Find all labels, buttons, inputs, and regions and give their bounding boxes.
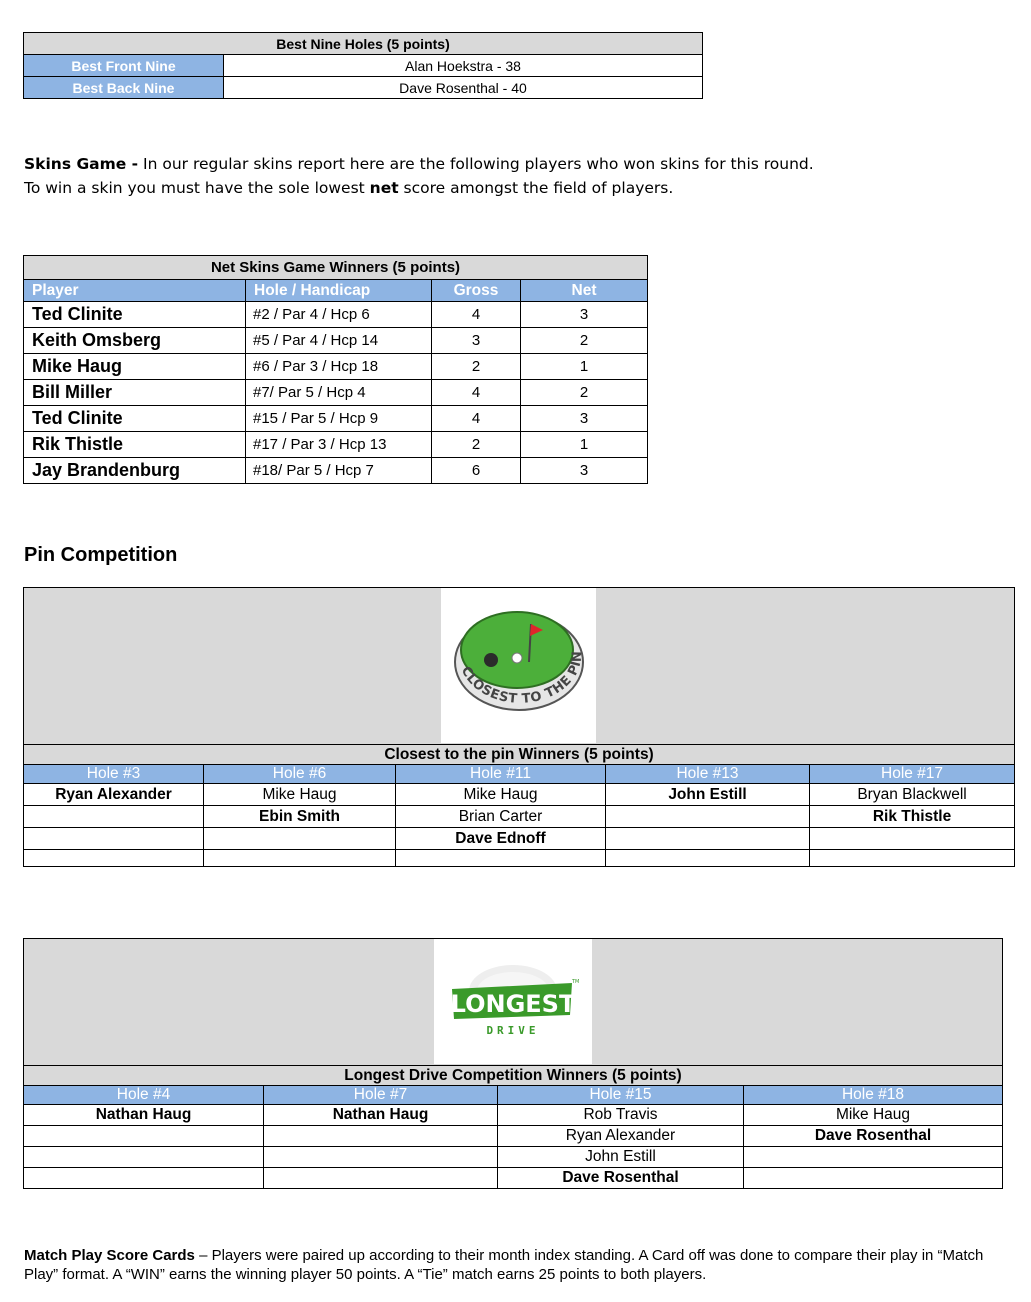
skins-gross: 3 xyxy=(432,328,521,354)
skins-hole: #18/ Par 5 / Hcp 7 xyxy=(246,458,432,484)
pin-winner xyxy=(24,850,204,867)
drive-winner xyxy=(24,1126,264,1147)
skins-net: 2 xyxy=(521,380,648,406)
pin-winner: John Estill xyxy=(606,784,810,806)
skins-gross: 4 xyxy=(432,380,521,406)
pin-winner xyxy=(810,850,1015,867)
drive-winner xyxy=(264,1168,498,1189)
drive-logo-main: LONGEST xyxy=(450,990,576,1018)
best-front-nine-label: Best Front Nine xyxy=(24,55,224,77)
pin-competition-heading: Pin Competition xyxy=(24,544,178,566)
pin-winner: Brian Carter xyxy=(396,806,606,828)
table-row xyxy=(24,432,648,458)
best-front-nine-value: Alan Hoekstra - 38 xyxy=(224,55,703,77)
drive-winner: Ryan Alexander xyxy=(498,1126,744,1147)
pin-logo-text: CLOSEST TO THE PIN xyxy=(457,650,586,707)
skins-player: Ted Clinite xyxy=(24,302,246,328)
skins-player: Mike Haug xyxy=(24,354,246,380)
pin-winner xyxy=(606,806,810,828)
pin-header-hole: Hole #13 xyxy=(606,765,810,784)
longest-drive-logo xyxy=(434,939,592,1064)
match-play-paragraph xyxy=(24,1246,1014,1284)
golf-ball-icon xyxy=(434,939,592,1064)
skins-hole: #17 / Par 3 / Hcp 13 xyxy=(246,432,432,458)
skins-net: 3 xyxy=(521,406,648,432)
pin-winner: Bryan Blackwell xyxy=(810,784,1015,806)
pin-winner xyxy=(24,806,204,828)
skins-hole: #7/ Par 5 / Hcp 4 xyxy=(246,380,432,406)
closest-to-pin-logo xyxy=(441,588,596,743)
drive-winner: Nathan Haug xyxy=(264,1105,498,1126)
match-play-text: – Players were paired up according to their month index standing. A Card off was done to compare their play in “Match Play” format. A “WIN” earns the winning player 50 points. A “Tie” match earns 25 points to both players. xyxy=(24,1247,984,1283)
skins-intro-line2 xyxy=(24,176,673,200)
table-row xyxy=(24,302,648,328)
drive-winner: Dave Rosenthal xyxy=(744,1126,1003,1147)
pin-header-hole: Hole #3 xyxy=(24,765,204,784)
pin-winner: Ebin Smith xyxy=(204,806,396,828)
pin-winner xyxy=(204,850,396,867)
table-row xyxy=(24,1168,1003,1189)
pin-winner: Mike Haug xyxy=(396,784,606,806)
skins-net: 3 xyxy=(521,458,648,484)
best-nine-title: Best Nine Holes (5 points) xyxy=(24,33,703,55)
table-row xyxy=(24,784,1015,806)
drive-logo-tm: TM xyxy=(572,979,580,985)
drive-header-hole: Hole #18 xyxy=(744,1086,1003,1105)
skins-hole: #6 / Par 3 / Hcp 18 xyxy=(246,354,432,380)
pin-header-hole: Hole #11 xyxy=(396,765,606,784)
pin-winner xyxy=(396,850,606,867)
drive-winner: John Estill xyxy=(498,1147,744,1168)
skins-gross: 2 xyxy=(432,432,521,458)
drive-winner xyxy=(264,1147,498,1168)
drive-winner xyxy=(24,1168,264,1189)
pin-winner: Ryan Alexander xyxy=(24,784,204,806)
pin-winner xyxy=(606,850,810,867)
drive-header-hole: Hole #15 xyxy=(498,1086,744,1105)
pin-winner xyxy=(810,828,1015,850)
skins-header-gross: Gross xyxy=(432,280,521,302)
table-row xyxy=(24,406,648,432)
table-row xyxy=(24,828,1015,850)
skins-net: 2 xyxy=(521,328,648,354)
pin-header-hole: Hole #17 xyxy=(810,765,1015,784)
skins-hole: #15 / Par 5 / Hcp 9 xyxy=(246,406,432,432)
drive-winner: Dave Rosenthal xyxy=(498,1168,744,1189)
table-row xyxy=(24,380,648,406)
best-back-nine-value: Dave Rosenthal - 40 xyxy=(224,77,703,99)
pin-table-title: Closest to the pin Winners (5 points) xyxy=(24,745,1015,765)
drive-winner xyxy=(744,1147,1003,1168)
table-row xyxy=(24,1105,1003,1126)
table-row xyxy=(24,850,1015,867)
skins-gross: 2 xyxy=(432,354,521,380)
pin-winner: Rik Thistle xyxy=(810,806,1015,828)
drive-header-hole: Hole #7 xyxy=(264,1086,498,1105)
pin-winner xyxy=(24,828,204,850)
pin-winner xyxy=(204,828,396,850)
skins-intro-net: net xyxy=(369,179,399,197)
best-nine-table xyxy=(23,32,703,99)
skins-header-player: Player xyxy=(24,280,246,302)
table-row xyxy=(24,328,648,354)
table-row xyxy=(24,1147,1003,1168)
skins-gross: 4 xyxy=(432,302,521,328)
skins-intro-line1 xyxy=(24,152,814,176)
skins-player: Bill Miller xyxy=(24,380,246,406)
drive-logo-sub: DRIVE xyxy=(486,1024,540,1037)
skins-hole: #2 / Par 4 / Hcp 6 xyxy=(246,302,432,328)
drive-header-hole: Hole #4 xyxy=(24,1086,264,1105)
skins-player: Rik Thistle xyxy=(24,432,246,458)
drive-winner: Rob Travis xyxy=(498,1105,744,1126)
skins-player: Keith Omsberg xyxy=(24,328,246,354)
pin-winner xyxy=(606,828,810,850)
drive-winner xyxy=(24,1147,264,1168)
skins-gross: 4 xyxy=(432,406,521,432)
best-back-nine-label: Best Back Nine xyxy=(24,77,224,99)
skins-gross: 6 xyxy=(432,458,521,484)
skins-net: 3 xyxy=(521,302,648,328)
drive-table-title: Longest Drive Competition Winners (5 points) xyxy=(24,1066,1003,1086)
table-row xyxy=(24,806,1015,828)
skins-header-net: Net xyxy=(521,280,648,302)
skins-intro-text1: In our regular skins report here are the following players who won skins for this round. xyxy=(138,155,814,173)
match-play-lead: Match Play Score Cards xyxy=(24,1247,195,1264)
net-skins-table xyxy=(23,255,648,484)
skins-player: Ted Clinite xyxy=(24,406,246,432)
table-row xyxy=(24,458,648,484)
skins-intro-text2a: To win a skin you must have the sole lowest xyxy=(24,179,370,197)
drive-winner: Nathan Haug xyxy=(24,1105,264,1126)
skins-hole: #5 / Par 4 / Hcp 14 xyxy=(246,328,432,354)
table-row xyxy=(24,1126,1003,1147)
pin-header-hole: Hole #6 xyxy=(204,765,396,784)
drive-winner: Mike Haug xyxy=(744,1105,1003,1126)
drive-winner xyxy=(264,1126,498,1147)
drive-winner xyxy=(744,1168,1003,1189)
golf-green-icon xyxy=(441,588,596,743)
skins-player: Jay Brandenburg xyxy=(24,458,246,484)
skins-net: 1 xyxy=(521,354,648,380)
skins-intro-text2b: score amongst the field of players. xyxy=(398,179,674,197)
skins-header-hole: Hole / Handicap xyxy=(246,280,432,302)
table-row xyxy=(24,354,648,380)
pin-winner: Mike Haug xyxy=(204,784,396,806)
skins-table-title: Net Skins Game Winners (5 points) xyxy=(24,256,648,280)
skins-intro-lead: Skins Game - xyxy=(24,155,139,173)
skins-net: 1 xyxy=(521,432,648,458)
pin-winner: Dave Ednoff xyxy=(396,828,606,850)
